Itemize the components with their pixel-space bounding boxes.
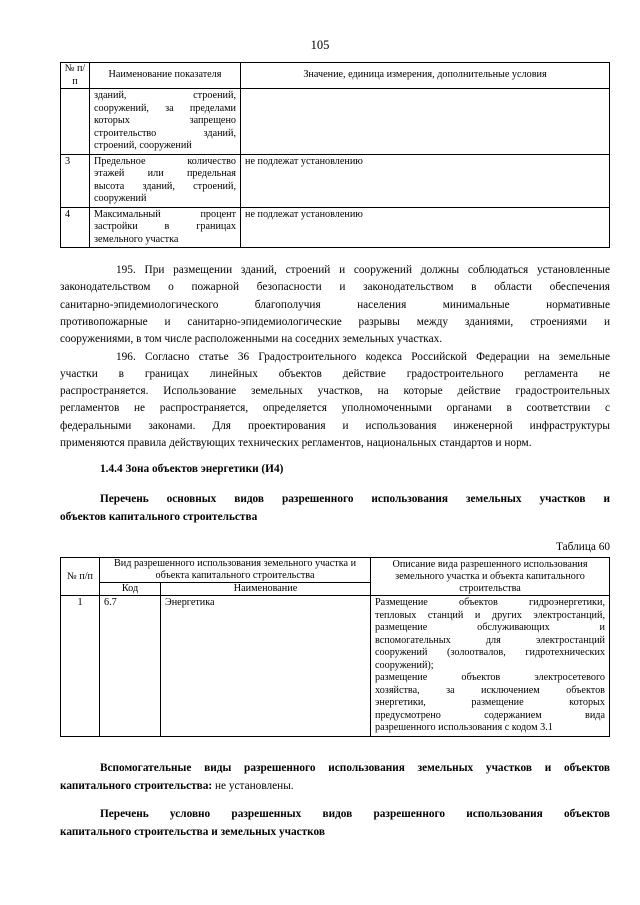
main-uses-table <box>60 557 610 737</box>
table-row <box>61 596 610 737</box>
table-row <box>61 154 610 207</box>
header-num: № п/п <box>61 558 100 596</box>
paragraph-195: 195. При размещении зданий, строений и сооружений должны соблюдаться установленные <box>116 264 610 276</box>
section-heading: 1.4.4 Зона объектов энергетики (И4) <box>100 463 284 475</box>
header-indicator-name: Наименование показателя <box>90 63 241 89</box>
header-value: Значение, единица измерения, дополнительные условия <box>241 63 610 89</box>
main-uses-heading: Перечень основных видов разрешенного использования земельных участков и <box>100 493 610 505</box>
conditional-uses-heading-cont: капитального строительства и земельных участков <box>60 825 326 838</box>
table-row <box>61 207 610 248</box>
header-use-type: Вид разрешенного использования земельного участка и объекта капитального строительства <box>100 558 371 583</box>
paragraph-196: 196. Согласно статье 36 Градостроительного кодекса Российской Федерации на земельные <box>116 350 610 363</box>
auxiliary-uses: Вспомогательные виды разрешенного использования земельных участков и объектов <box>100 762 610 774</box>
table-caption: Таблица 60 <box>556 541 610 553</box>
header-code: Код <box>100 583 161 596</box>
paragraph-195-body: законодательством о пожарной безопасности и законодательством в области обеспечения санитарно-эпидемиологического благополучия населения минимальные нормативные противопожарные и санитарно-эпидемиологические разрывы между зданиями, строениями и сооружениями, в том числе расположенными на соседних земельных участках. <box>60 281 610 346</box>
indicator-value: не подлежат установлению <box>241 207 610 248</box>
header-name: Наименование <box>161 583 371 596</box>
main-uses-heading-cont: объектов капитального строительства <box>60 510 258 523</box>
page-number: 105 <box>310 38 330 52</box>
conditional-uses-heading: Перечень условно разрешенных видов разрешенного использования объектов <box>100 808 610 820</box>
continuation-cell: зданий, строений, сооружений, за пределами которых запрещено строительство зданий, строений, сооружений <box>90 89 241 155</box>
use-description: Размещение объектов гидроэнергетики, тепловых станций и других электростанций, размещение обслуживающих и вспомогательных для электростанций сооружений (золоотвалов, гидротехнических сооружений); размещение объектов электросетевого хозяйства, за исключением объектов энергетики, размещение которых предусмотрено содержанием вида разрешенного использования с кодом 3.1 <box>371 596 610 737</box>
header-description: Описание вида разрешенного использования земельного участка и объекта капитального строительства <box>371 558 610 596</box>
use-name: Энергетика <box>161 596 371 737</box>
indicator-value: не подлежат установлению <box>241 154 610 207</box>
table-header-row <box>61 558 610 583</box>
row-number: 1 <box>61 596 100 737</box>
use-code: 6.7 <box>100 596 161 737</box>
auxiliary-uses-cont: капитального строительства: не установлены. <box>60 779 294 792</box>
table-header-row <box>61 63 610 89</box>
row-number: 4 <box>61 207 90 248</box>
table-row <box>61 89 610 155</box>
header-num: № п/п <box>61 63 90 89</box>
indicator-name: Максимальный процент застройки в границах земельного участка <box>90 207 241 248</box>
row-number: 3 <box>61 154 90 207</box>
indicators-table <box>60 62 610 248</box>
paragraph-196-body: участки в границах линейных объектов действие градостроительного регламента не распространяется. Использование земельных участков, на которые действие градостроительных регламентов не распространяется, определяется уполномоченными органами в соответствии с федеральными законами. Для проектирования и использования инженерной инфраструктуры применяются правила действующих технических регламентов, национальных стандартов и норм. <box>60 367 610 449</box>
indicator-name: Предельное количество этажей или предельная высота зданий, строений, сооружений <box>90 154 241 207</box>
